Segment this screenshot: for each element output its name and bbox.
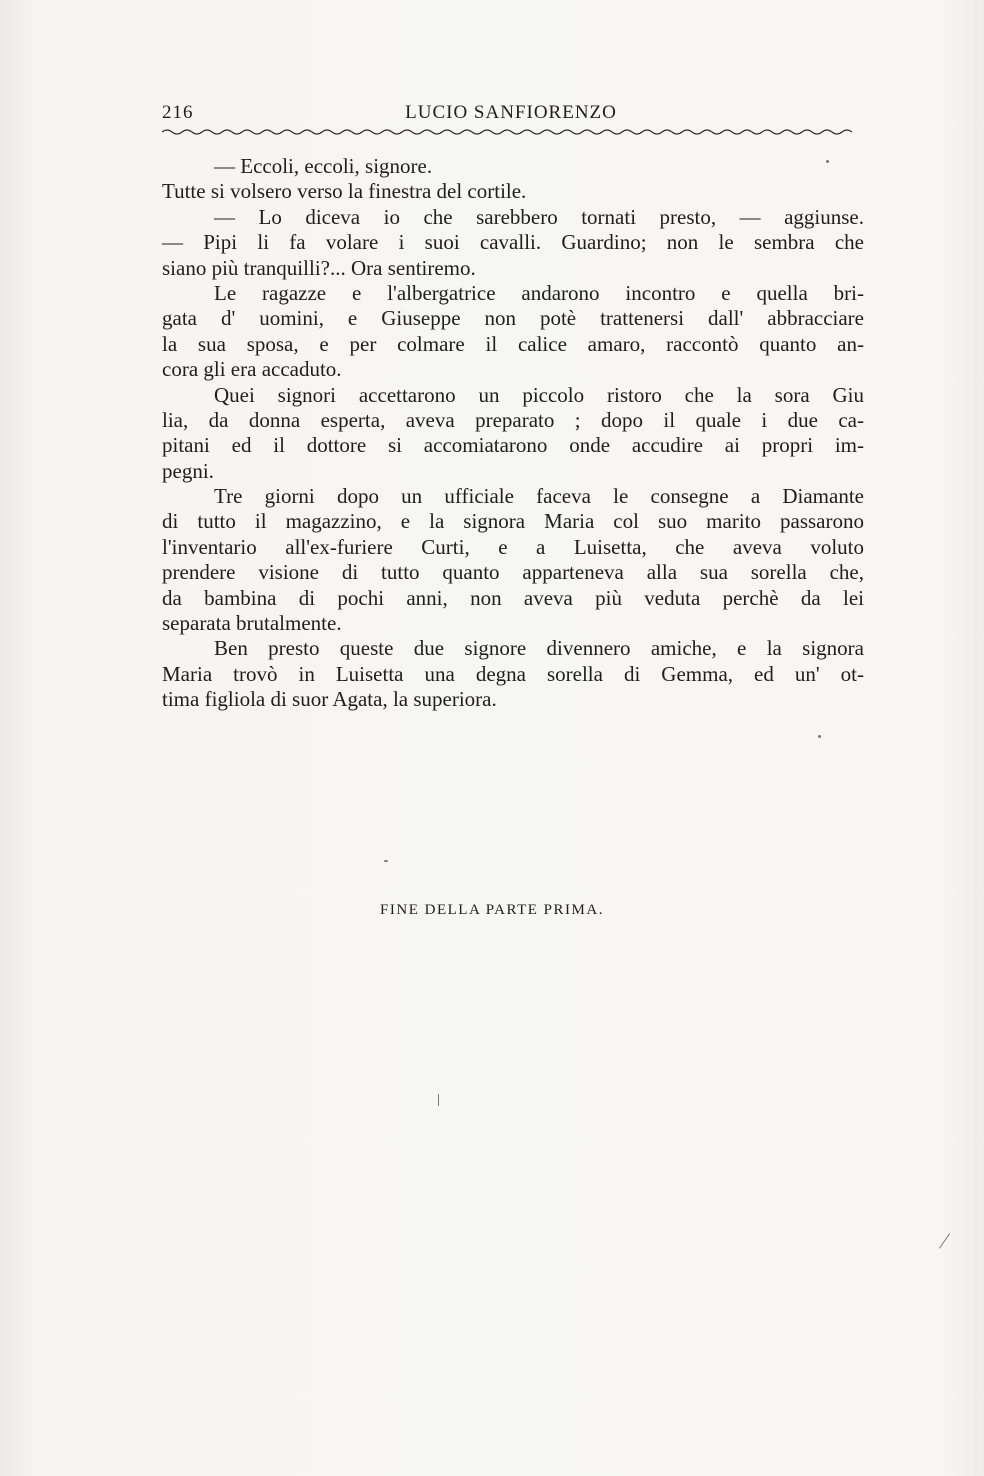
text-line: — Lo diceva io che sarebbero tornati presto, — aggiunse. <box>214 204 864 229</box>
text-line: gata d' uomini, e Giuseppe non potè trattenersi dall' abbracciare <box>162 306 864 331</box>
print-speck <box>939 1233 950 1248</box>
text-line: da bambina di pochi anni, non aveva più veduta perchè da lei <box>162 585 864 610</box>
text-line: — Pipi li fa volare i suoi cavalli. Guardino; non le sembra che <box>162 230 864 255</box>
running-title: LUCIO SANFIORENZO <box>405 102 617 123</box>
page-number: 216 <box>162 102 194 123</box>
text-line: la sua sposa, e per colmare il calice amaro, raccontò quanto an- <box>162 331 864 356</box>
end-of-part-note: FINE DELLA PARTE PRIMA. <box>380 902 604 918</box>
text-line: di tutto il magazzino, e la signora Maria col suo marito passarono <box>162 509 864 534</box>
text-line: cora gli era accaduto. <box>162 357 342 382</box>
text-line: l'inventario all'ex-furiere Curti, e a Luisetta, che aveva voluto <box>162 534 864 559</box>
text-line: Ben presto queste due signore divennero amiche, e la signora <box>214 636 864 661</box>
print-speck <box>384 860 388 862</box>
text-line: — Eccoli, eccoli, signore. <box>214 154 433 178</box>
text-line: separata brutalmente. <box>162 611 342 636</box>
text-line: prendere visione di tutto quanto apparteneva alla sua sorella che, <box>162 560 864 585</box>
text-line: Maria trovò in Luisetta una degna sorella di Gemma, ed un' ot- <box>162 661 864 686</box>
text-line: Tutte si volsero verso la finestra del cortile. <box>162 179 527 204</box>
print-speck <box>826 160 829 163</box>
text-line: pegni. <box>162 458 214 483</box>
text-line: Le ragazze e l'albergatrice andarono incontro e quella bri- <box>214 280 864 305</box>
page-header <box>162 100 860 130</box>
text-line: Tre giorni dopo un ufficiale faceva le consegne a Diamante <box>214 484 864 509</box>
text-line: Quei signori accettarono un piccolo ristoro che la sora Giu <box>214 382 864 407</box>
print-speck <box>438 1094 439 1106</box>
body-text <box>162 154 864 713</box>
text-line: lia, da donna esperta, aveva preparato ; dopo il quale i due ca- <box>162 407 864 432</box>
text-line: pitani ed il dottore si accomiatarono onde accudire ai propri im- <box>162 433 864 458</box>
text-line: tima figliola di suor Agata, la superiora. <box>162 687 497 712</box>
text-line: siano più tranquilli?... Ora sentiremo. <box>162 255 476 280</box>
print-speck <box>818 735 821 738</box>
wavy-header-rule <box>162 128 852 136</box>
